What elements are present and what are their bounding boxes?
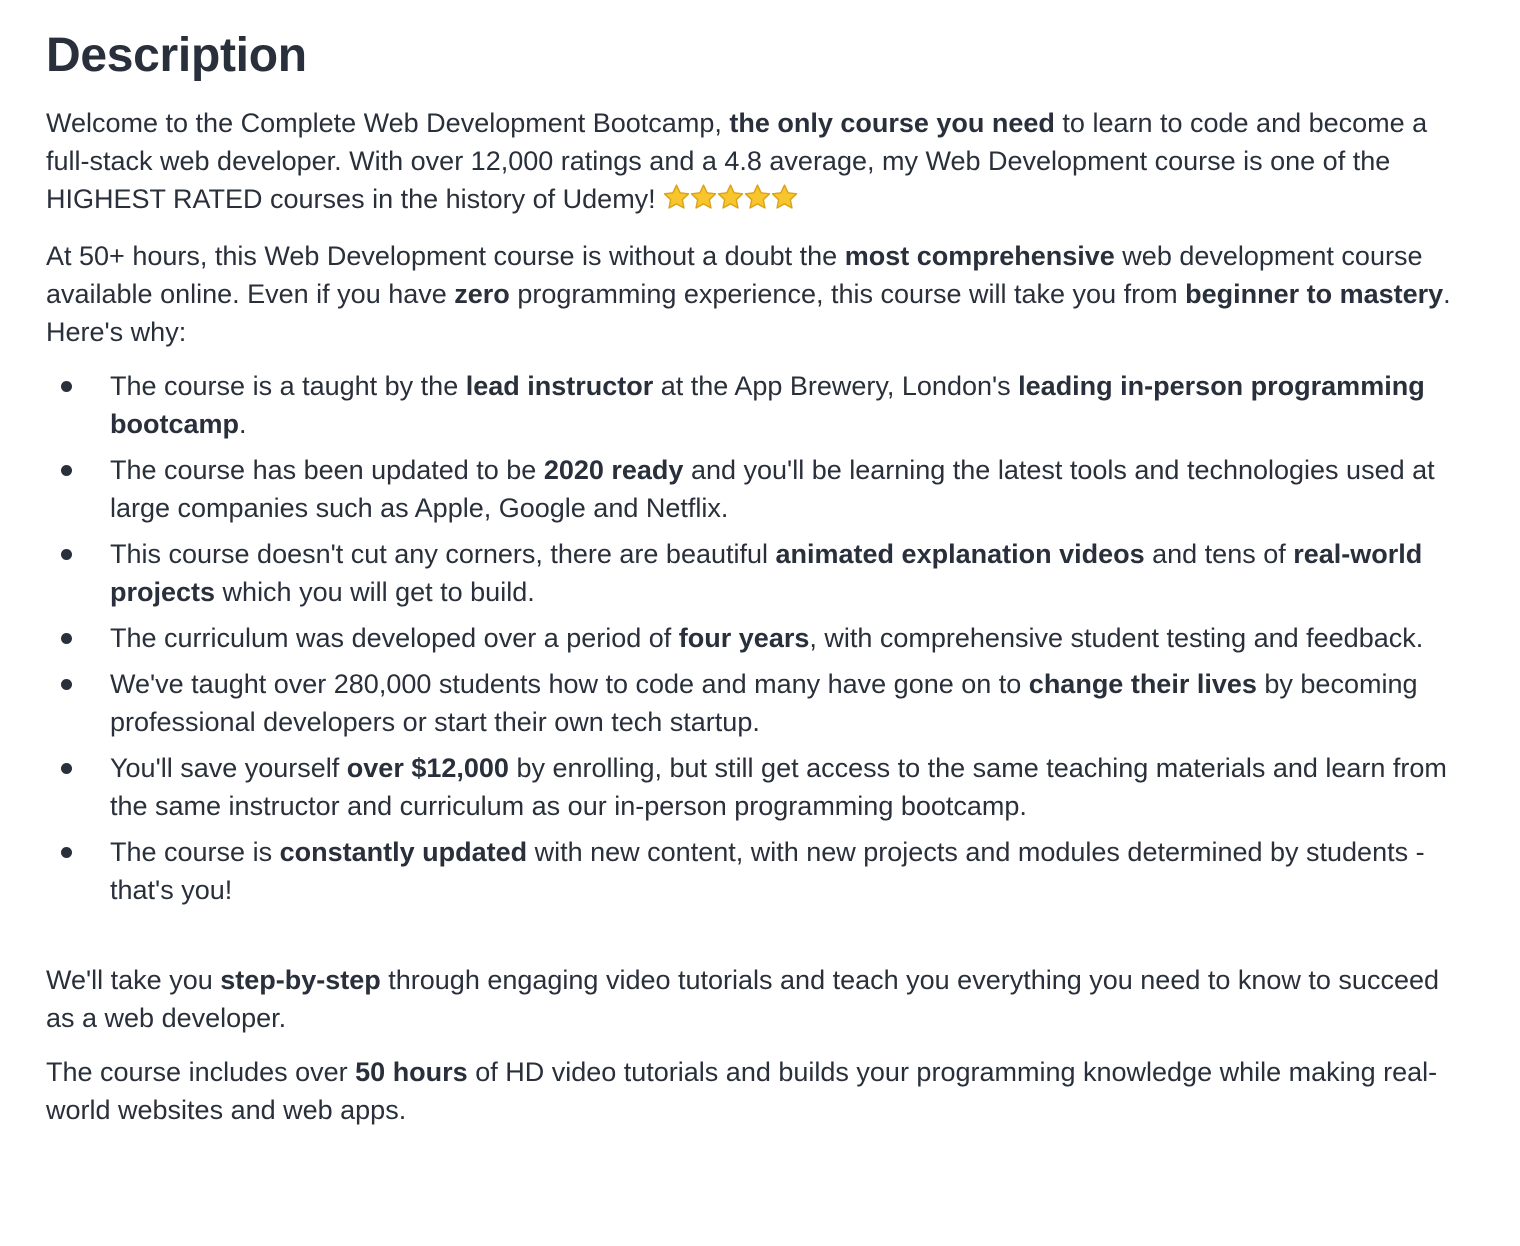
bold-text-run: beginner to mastery (1185, 279, 1444, 309)
text-run: by becoming professional developers or start their own tech startup. (110, 669, 1418, 737)
bold-text-run: zero (454, 279, 510, 309)
star-icon (743, 183, 772, 211)
text-run: This course doesn't cut any corners, there are beautiful (110, 539, 776, 569)
text-run: You'll save yourself (110, 753, 347, 783)
text-run: which you will get to build. (215, 577, 535, 607)
text-run: . Here's why: (46, 279, 1451, 347)
list-item (46, 451, 1466, 527)
step-by-step-paragraph (46, 961, 1466, 1037)
text-run: at the App Brewery, London's (653, 371, 1019, 401)
text-run: The course is (110, 837, 280, 867)
bold-text-run: constantly updated (279, 837, 528, 867)
text-run: programming experience, this course will take you from (509, 279, 1186, 309)
description-heading: Description (46, 29, 307, 82)
reasons-list (46, 367, 1466, 909)
star-icon (770, 183, 799, 211)
text-run: We'll take you (46, 965, 221, 995)
text-run: and tens of (1144, 539, 1294, 569)
bold-text-run: the only course you need (729, 108, 1055, 138)
bullet-icon (61, 381, 72, 392)
intro-paragraph (46, 104, 1466, 221)
text-run: The curriculum was developed over a period of (110, 623, 679, 653)
bullet-icon (61, 679, 72, 690)
bold-text-run: most comprehensive (844, 241, 1115, 271)
star-icon (716, 183, 745, 211)
list-item (46, 833, 1466, 909)
text-run: through engaging video tutorials and teach you everything you need to know to succeed as a web developer. (46, 965, 1439, 1033)
bold-text-run: lead instructor (465, 371, 654, 401)
text-run: . (239, 409, 247, 439)
bullet-icon (61, 633, 72, 644)
list-item (46, 665, 1466, 741)
course-includes-paragraph (46, 1053, 1466, 1129)
text-run: with new content, with new projects and modules determined by students - that's you! (110, 837, 1425, 905)
bold-text-run: real-world projects (110, 539, 1423, 607)
text-run: web development course available online. Even if you have (46, 241, 1423, 309)
text-run: of HD video tutorials and builds your programming knowledge while making real-world websites and web apps. (46, 1057, 1438, 1125)
bold-text-run: 50 hours (355, 1057, 468, 1087)
list-item (46, 367, 1466, 443)
list-item (46, 619, 1466, 657)
bold-text-run: 2020 ready (543, 455, 684, 485)
text-run: We've taught over 280,000 students how to code and many have gone on to (110, 669, 1029, 699)
bullet-icon (61, 465, 72, 476)
bold-text-run: animated explanation videos (775, 539, 1145, 569)
text-run: by enrolling, but still get access to the same teaching materials and learn from the same instructor and curriculum as our in-person programming bootcamp. (110, 753, 1447, 821)
bold-text-run: step-by-step (220, 965, 381, 995)
bold-text-run: over $12,000 (346, 753, 509, 783)
list-item (46, 535, 1466, 611)
bold-text-run: change their lives (1028, 669, 1257, 699)
bullet-icon (61, 763, 72, 774)
bullet-icon (61, 847, 72, 858)
bold-text-run: four years (678, 623, 810, 653)
five-star-rating-icon (662, 183, 797, 221)
text-run: Welcome to the Complete Web Development Bootcamp, (46, 108, 730, 138)
course-description (46, 24, 1466, 1145)
text-run: , with comprehensive student testing and feedback. (809, 623, 1424, 653)
list-item (46, 749, 1466, 825)
bullet-icon (61, 549, 72, 560)
bold-text-run: leading in-person programming bootcamp (110, 371, 1425, 439)
text-run: The course includes over (46, 1057, 356, 1087)
overview-paragraph (46, 237, 1466, 351)
text-run: At 50+ hours, this Web Development course is without a doubt the (46, 241, 845, 271)
star-icon (689, 183, 718, 211)
star-icon (662, 183, 691, 211)
text-run: to learn to code and become a full-stack web developer. With over 12,000 ratings and a 4.8 average, my Web Development course is one of the HIGHEST RATED courses in the history of Udemy! (46, 108, 1428, 214)
text-run: The course has been updated to be (110, 455, 544, 485)
text-run: and you'll be learning the latest tools and technologies used at large companies such as Apple, Google and Netflix. (110, 455, 1435, 523)
text-run: The course is a taught by the (110, 371, 466, 401)
